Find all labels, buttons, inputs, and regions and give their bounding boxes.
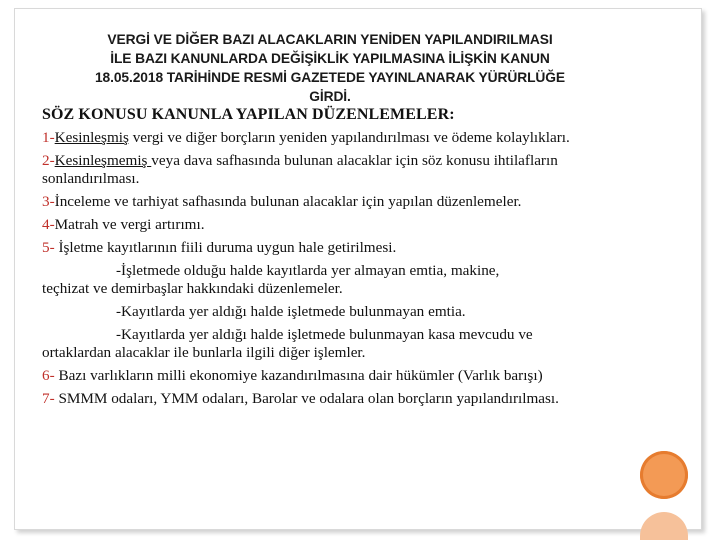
title-line: VERGİ VE DİĞER BAZI ALACAKLARIN YENİDEN YAPILANDIRILMASI xyxy=(107,32,553,47)
item-number: 3- xyxy=(42,193,55,210)
item-number: 6- xyxy=(42,367,55,384)
item-text: vergi ve diğer borçların yeniden yapılandırılması ve ödeme kolaylıkları. xyxy=(128,129,570,146)
list-item xyxy=(42,367,612,385)
item-text: veya dava safhasında bulunan alacaklar için söz konusu ihtilafların sonlandırılması. xyxy=(42,152,558,187)
item-number: 5- xyxy=(42,239,55,256)
sub-item: -Kayıtlarda yer aldığı halde işletmede bulunmayan kasa mevcudu ve xyxy=(116,326,533,343)
title-line: İLE BAZI KANUNLARDA DEĞİŞİKLİK YAPILMASINA İLİŞKİN KANUN xyxy=(110,51,550,66)
list-item xyxy=(42,239,612,257)
title-line: GİRDİ. xyxy=(309,89,351,104)
item-emphasis: Kesinleşmemiş xyxy=(54,152,152,169)
list-item xyxy=(42,152,612,188)
title-line: 18.05.2018 TARİHİNDE RESMİ GAZETEDE YAYINLANARAK YÜRÜRLÜĞE xyxy=(94,70,566,85)
list-item xyxy=(42,390,612,408)
sub-item: -İşletmede olduğu halde kayıtlarda yer almayan emtia, makine, xyxy=(116,262,500,279)
content-body xyxy=(42,106,612,413)
item-emphasis: Kesinleşmiş xyxy=(54,129,129,146)
item-text: İnceleme ve tarhiyat safhasında bulunan alacaklar için yapılan düzenlemeler. xyxy=(54,193,522,210)
item-number: 4- xyxy=(42,216,55,233)
item-number: 7- xyxy=(42,390,55,407)
section-heading: SÖZ KONUSU KANUNLA YAPILAN DÜZENLEMELER: xyxy=(42,106,455,123)
item-number: 1- xyxy=(42,129,55,146)
item-text: Matrah ve vergi artırımı. xyxy=(54,216,205,233)
item-text: Bazı varlıkların milli ekonomiye kazandırılmasına dair hükümler (Varlık barışı) xyxy=(54,367,543,384)
list-item xyxy=(42,216,612,234)
list-item xyxy=(42,129,612,147)
item-text: İşletme kayıtlarının fiili duruma uygun hale getirilmesi. xyxy=(54,239,397,256)
item-number: 2- xyxy=(42,152,55,169)
sub-item-continuation: ortaklardan alacaklar ile bunlarla ilgili diğer işlemler. xyxy=(42,344,366,361)
page-title xyxy=(40,30,620,106)
decorative-circle xyxy=(640,451,688,499)
sub-item: -Kayıtlarda yer aldığı halde işletmede bulunmayan emtia. xyxy=(116,303,466,320)
item-text: SMMM odaları, YMM odaları, Barolar ve odalara olan borçların yapılandırılması. xyxy=(54,390,559,407)
list-item xyxy=(42,193,612,211)
sub-item-continuation: teçhizat ve demirbaşlar hakkındaki düzenlemeler. xyxy=(42,280,343,297)
